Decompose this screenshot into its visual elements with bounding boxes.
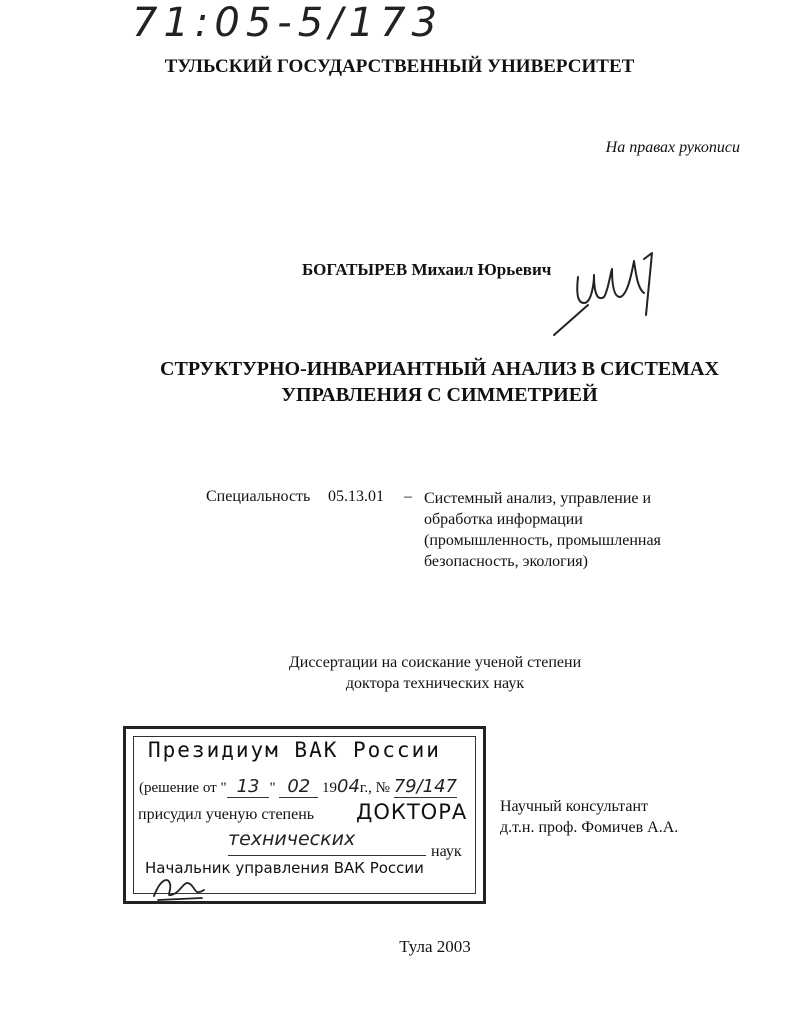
stamp-rank: ДОКТОРА	[356, 800, 468, 824]
stamp-title: Президиум ВАК России	[148, 738, 441, 762]
stamp-head: Начальник управления ВАК России	[145, 859, 424, 877]
rights-note: На правах рукописи	[605, 139, 740, 156]
stamp-signature	[150, 870, 210, 904]
stamp-number: 79/147	[393, 776, 458, 797]
specialty-description	[424, 488, 661, 572]
university-name: ТУЛЬСКИЙ ГОСУДАРСТВЕННЫЙ УНИВЕРСИТЕТ	[164, 56, 635, 77]
stamp-sciences: наук	[431, 843, 462, 860]
stamp-year-prefix: 19	[322, 780, 337, 796]
title-line-1: СТРУКТУРНО-ИНВАРИАНТНЫЙ АНАЛИЗ В СИСТЕМАХ	[160, 358, 719, 380]
author-signature	[548, 245, 658, 340]
stamp-field: технических	[228, 828, 356, 850]
consultant-label: Научный консультант	[500, 798, 648, 815]
degree-statement	[0, 652, 799, 694]
archive-number: 71:05-5/173	[132, 0, 443, 46]
stamp-month: 02	[279, 776, 318, 798]
stamp-decision-prefix: (решение от	[139, 780, 217, 796]
specialty-code: 05.13.01	[328, 488, 384, 505]
scientific-consultant	[500, 796, 678, 838]
consultant-name: д.т.н. проф. Фомичев А.А.	[500, 819, 679, 836]
title-line-2: УПРАВЛЕНИЯ С СИММЕТРИЕЙ	[281, 384, 598, 406]
stamp-year-suffix: г., №	[359, 780, 390, 796]
stamp-year: 04	[337, 776, 360, 797]
author-name: БОГАТЫРЕВ Михаил Юрьевич	[302, 260, 552, 279]
specialty-dash: –	[404, 488, 412, 505]
specialty-line: безопасность, экология)	[424, 553, 588, 570]
specialty-line: обработка информации	[424, 511, 583, 528]
degree-line-1: Диссертации на соискание ученой степени	[288, 654, 582, 671]
stamp-awarded-label: присудил ученую степень	[138, 806, 315, 823]
stamp-day: 13	[227, 776, 270, 798]
specialty-label: Специальность	[206, 488, 311, 505]
degree-line-2: доктора технических наук	[345, 675, 525, 692]
city-year: Тула 2003	[399, 937, 471, 956]
stamp-field-line	[228, 855, 426, 856]
specialty-line: (промышленность, промышленная	[424, 532, 661, 549]
stamp-decision: (решение от " 13 " 02 1904г., № 79/147	[139, 776, 458, 797]
dissertation-title	[0, 356, 799, 408]
specialty-line: Системный анализ, управление и	[424, 490, 652, 507]
